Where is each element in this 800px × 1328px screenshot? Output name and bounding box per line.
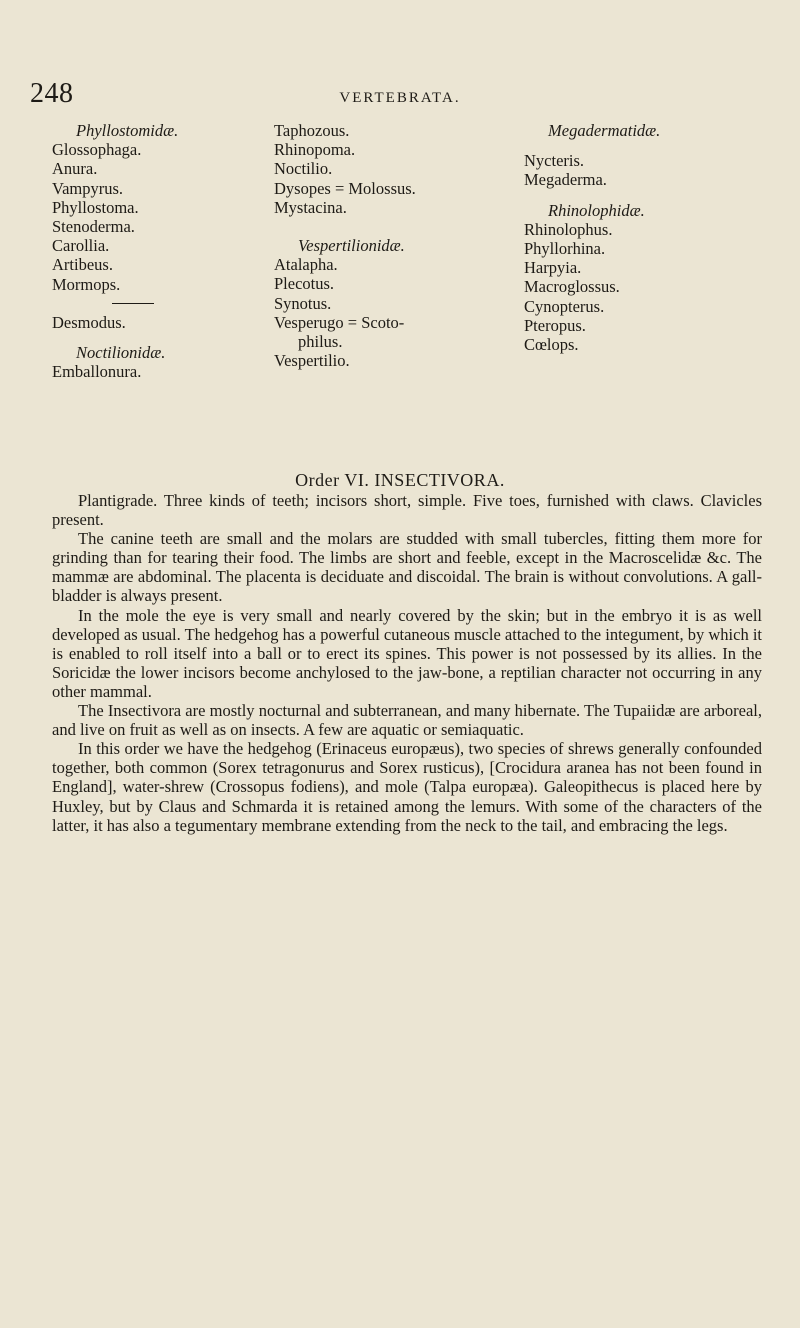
family-heading: Vespertilionidæ. [298, 236, 405, 256]
genus-item-continued: philus. [298, 332, 343, 352]
genus-item: Mystacina. [274, 197, 347, 217]
genus-item: Carollia. [52, 236, 110, 256]
genus-item: Anura. [52, 159, 98, 179]
genus-item: Cœlops. [524, 335, 579, 355]
genus-item: Atalapha. [274, 255, 338, 275]
genus-item: Phyllorhina. [524, 239, 606, 259]
genus-item: Taphozous. [274, 121, 350, 140]
genus-item: Harpyia. [524, 258, 582, 278]
genus-item: Mormops. [52, 274, 121, 294]
separator-rule [112, 303, 154, 304]
genus-item: Rhinolophus. [524, 219, 613, 239]
paragraph: The canine teeth are small and the molars are studded with small tubercles, fitting them more for grinding than for tearing their food. The limbs are short and feeble, except in the Macroscelidæ &c. The mammæ are abdominal. The placenta is deciduate and discoidal. The brain is without convolutions. A gall-bladder is always present. [52, 529, 762, 606]
genus-item: Macroglossus. [524, 277, 620, 297]
genus-item: Plecotus. [274, 274, 335, 294]
genus-item: Artibeus. [52, 255, 113, 275]
order-title: Order VI. INSECTIVORA. [295, 470, 505, 490]
family-heading: Phyllostomidæ. [76, 121, 179, 140]
family-heading: Megadermatidæ. [548, 121, 661, 140]
genus-item: Vespertilio. [274, 351, 350, 371]
genus-item: Rhinopoma. [274, 140, 356, 160]
column-3 [524, 121, 764, 354]
column-1 [52, 121, 252, 381]
family-columns [0, 121, 800, 421]
running-head: VERTEBRATA. [339, 90, 461, 106]
paragraph: Plantigrade. Three kinds of teeth; incisors short, simple. Five toes, furnished with claws. Clavicles present. [52, 491, 762, 530]
paragraph: The Insectivora are mostly nocturnal and subterranean, and many hibernate. The Tupaiidæ are arboreal, and live on fruit as well as on insects. A few are aquatic or semiaquatic. [52, 701, 762, 740]
genus-item: Megaderma. [524, 170, 607, 190]
paragraph: In this order we have the hedgehog (Erinaceus europæus), two species of shrews generally confounded together, both common (Sorex tetragonurus and Sorex rusticus), [Crocidura aranea has not been found in England], water-shrew (Crossopus fodiens), and mole (Talpa europæa). Galeopithecus is placed here by Huxley, but by Claus and Schmarda it is retained among the lemurs. With some of the characters of the latter, it has also a tegumentary membrane extending from the neck to the tail, and embracing the legs. [52, 739, 762, 835]
family-heading: Rhinolophidæ. [548, 200, 645, 220]
genus-item: Desmodus. [52, 312, 126, 332]
genus-item: Phyllostoma. [52, 197, 139, 217]
genus-item: Stenoderma. [52, 217, 135, 237]
genus-item: Pteropus. [524, 315, 586, 335]
genus-item: Vampyrus. [52, 178, 124, 198]
genus-item: Vesperugo = Scoto- [274, 312, 405, 332]
order-description [52, 491, 762, 835]
page-number: 248 [30, 78, 74, 109]
genus-item: Emballonura. [52, 362, 142, 382]
genus-item: Nycteris. [524, 151, 585, 171]
family-heading: Noctilionidæ. [76, 343, 166, 363]
column-2 [274, 121, 524, 370]
genus-item: Glossophaga. [52, 140, 142, 160]
genus-item: Dysopes = Molossus. [274, 178, 416, 198]
paragraph: In the mole the eye is very small and nearly covered by the skin; but in the embryo it is as well developed as usual. The hedgehog has a powerful cutaneous muscle attached to the integument, by which it is enabled to roll itself into a ball or to erect its spines. This power is not possessed by its allies. In the Soricidæ the lower incisors become anchylosed to the jaw-bone, a reptilian character not occurring in any other mammal. [52, 605, 762, 701]
genus-item: Synotus. [274, 293, 332, 313]
genus-item: Noctilio. [274, 159, 333, 179]
genus-item: Cynopterus. [524, 296, 605, 316]
